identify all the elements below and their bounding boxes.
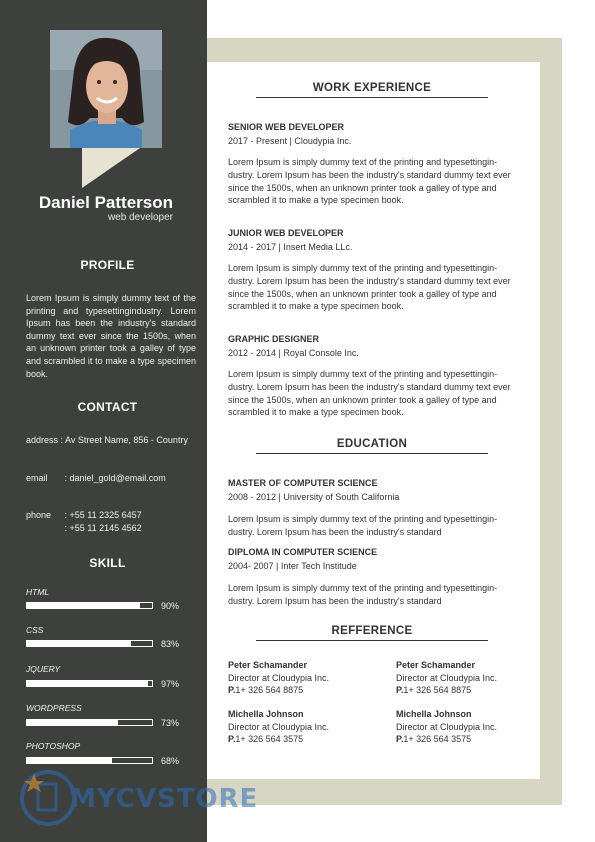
profile-photo bbox=[50, 30, 162, 148]
skill-percent: 68% bbox=[161, 756, 180, 766]
skill-label: HTML bbox=[26, 587, 50, 597]
education-title: DIPLOMA IN COMPUTER SCIENCE bbox=[228, 547, 378, 557]
skill-label: WORDPRESS bbox=[26, 703, 82, 713]
reference-heading: REFFERENCE bbox=[256, 625, 488, 641]
phone-prefix: P. bbox=[228, 685, 236, 696]
reference-company: Director at Cloudypia Inc. bbox=[228, 721, 330, 732]
skill-label: JQUERY bbox=[26, 664, 61, 674]
phone-prefix: P. bbox=[396, 685, 404, 696]
job-description: Lorem Ipsum is simply dummy text of the printing and typesettingin-dustry. Lorem Ipsum has been the industry's standard dummy text ever since the 1500s, when an unknown printer took a galley of type and scrambled it to make a type specimen book. bbox=[228, 369, 511, 418]
reference-card bbox=[228, 708, 329, 746]
skill-bar bbox=[26, 757, 153, 764]
contact-email bbox=[26, 472, 166, 485]
email-label: email bbox=[26, 473, 48, 483]
person-name: Daniel Patterson bbox=[38, 193, 173, 212]
address-value: : Av Street Name, 856 - Country bbox=[60, 435, 188, 445]
job-description: Lorem Ipsum is simply dummy text of the printing and typesettingin-dustry. Lorem Ipsum has been the industry's standard dummy text ever since the 1500s, when an unknown printer took a galley of type and scrambled it to make a type specimen book. bbox=[228, 157, 511, 206]
phone-prefix: P. bbox=[228, 734, 236, 745]
reference-phone bbox=[228, 733, 329, 746]
person-role: web developer bbox=[107, 212, 173, 223]
watermark-logo bbox=[18, 768, 259, 828]
skill-bar-fill bbox=[27, 758, 112, 763]
reference-company: Director at Cloudypia Inc. bbox=[396, 721, 498, 732]
reference-name: Michella Johnson bbox=[396, 709, 472, 719]
phone-number: 1+ 326 564 8875 bbox=[403, 685, 472, 696]
education-description: Lorem Ipsum is simply dummy text of the printing and typesettingin-dustry. Lorem Ipsum has been the industry's standard bbox=[228, 583, 498, 606]
job-subtitle: 2017 - Present | Cloudypia Inc. bbox=[228, 136, 352, 146]
profile-heading: PROFILE bbox=[80, 258, 135, 272]
contact-phone bbox=[26, 509, 142, 534]
job-subtitle: 2012 - 2014 | Royal Console Inc. bbox=[228, 348, 359, 358]
skill-heading: SKILL bbox=[89, 556, 126, 570]
skill-percent: 73% bbox=[161, 718, 180, 728]
education-title: MASTER OF COMPUTER SCIENCE bbox=[228, 478, 378, 488]
profile-text: Lorem Ipsum is simply dummy text of the printing and typesettingindustry. Lorem Ipsum has been the industry's standard dummy text ever since the 1500s, when an unknown printer took a galley of type and scrambled it to make a type specimen book. bbox=[26, 293, 196, 379]
contact-address bbox=[26, 434, 188, 447]
phone-value-2: : +55 11 2145 4562 bbox=[64, 522, 142, 533]
reference-card bbox=[228, 659, 329, 697]
job-description: Lorem Ipsum is simply dummy text of the printing and typesettingin-dustry. Lorem Ipsum has been the industry's standard dummy text ever since the 1500s, when an unknown printer took a galley of type and scrambled it to make a type specimen book. bbox=[228, 263, 511, 312]
phone-number: 1+ 326 564 3575 bbox=[403, 734, 472, 745]
reference-company: Director at Cloudypia Inc. bbox=[396, 672, 498, 683]
education-subtitle: 2008 - 2012 | University of South California bbox=[228, 492, 400, 502]
watermark-text: MYCVSTORE bbox=[70, 784, 259, 814]
skill-percent: 90% bbox=[161, 601, 180, 611]
job-title: JUNIOR WEB DEVELOPER bbox=[228, 228, 344, 238]
skill-bar-fill bbox=[27, 603, 140, 608]
skill-percent: 97% bbox=[161, 679, 180, 689]
phone-prefix: P. bbox=[396, 734, 404, 745]
accent-triangle bbox=[82, 148, 140, 188]
reference-name: Peter Schamander bbox=[396, 660, 476, 670]
reference-name: Michella Johnson bbox=[228, 709, 304, 719]
skill-bar bbox=[26, 680, 153, 687]
reference-phone bbox=[396, 684, 497, 697]
reference-card bbox=[396, 708, 497, 746]
address-label: address bbox=[26, 435, 59, 445]
reference-company: Director at Cloudypia Inc. bbox=[228, 672, 330, 683]
job-title: GRAPHIC DESIGNER bbox=[228, 334, 320, 344]
job-subtitle: 2014 - 2017 | Insert Media LLc. bbox=[228, 242, 353, 252]
skill-bar-fill bbox=[27, 720, 118, 725]
email-value: : daniel_gold@email.com bbox=[64, 473, 166, 483]
skill-label: CSS bbox=[26, 625, 44, 635]
contact-heading: CONTACT bbox=[77, 400, 138, 414]
skill-label: PHOTOSHOP bbox=[26, 741, 81, 751]
reference-phone bbox=[228, 684, 329, 697]
skill-percent: 83% bbox=[161, 639, 180, 649]
education-heading: EDUCATION bbox=[256, 438, 488, 454]
reference-phone bbox=[396, 733, 497, 746]
skill-bar bbox=[26, 719, 153, 726]
sidebar bbox=[0, 0, 207, 842]
work-experience-heading: WORK EXPERIENCE bbox=[256, 82, 488, 98]
phone-number: 1+ 326 564 3575 bbox=[235, 734, 304, 745]
skill-bar-fill bbox=[27, 681, 148, 686]
reference-card bbox=[396, 659, 497, 697]
watermark-icon bbox=[18, 768, 78, 828]
education-description: Lorem Ipsum is simply dummy text of the printing and typesettingin-dustry. Lorem Ipsum has been the industry's standard bbox=[228, 514, 498, 537]
job-title: SENIOR WEB DEVELOPER bbox=[228, 122, 345, 132]
reference-name: Peter Schamander bbox=[228, 660, 308, 670]
phone-number: 1+ 326 564 8875 bbox=[235, 685, 304, 696]
education-subtitle: 2004- 2007 | Inter Tech Institude bbox=[228, 561, 357, 571]
skill-bar bbox=[26, 640, 153, 647]
phone-value-1: : +55 11 2325 6457 bbox=[64, 510, 142, 520]
skill-bar bbox=[26, 602, 153, 609]
phone-label: phone bbox=[26, 510, 52, 520]
skill-bar-fill bbox=[27, 641, 131, 646]
